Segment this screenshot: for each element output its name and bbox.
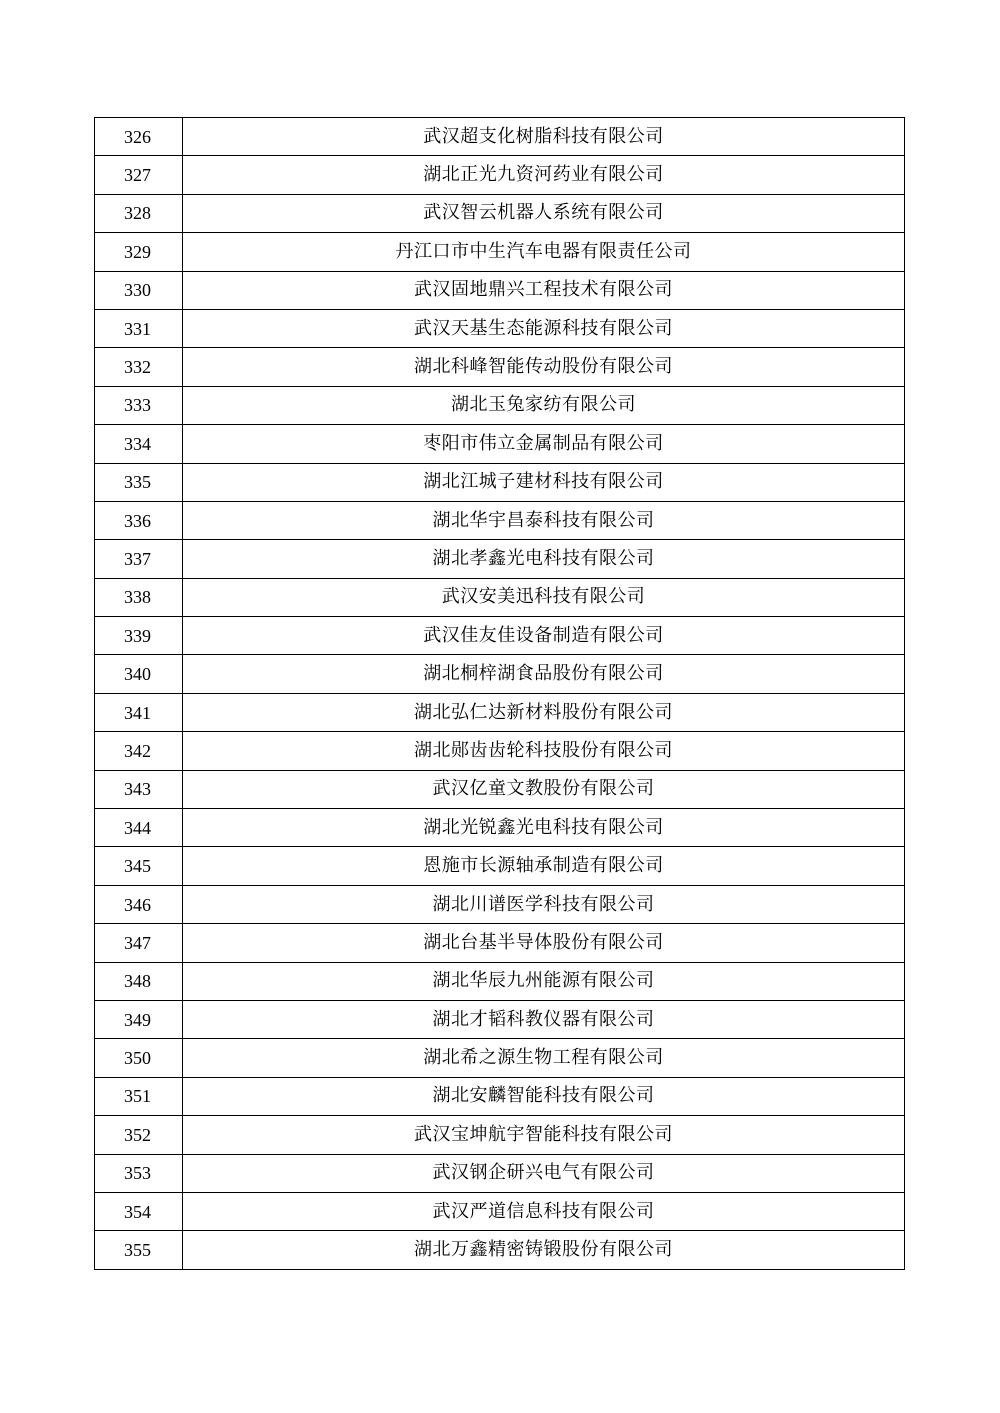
table-row	[95, 617, 905, 655]
table-body	[95, 118, 905, 1270]
table-row	[95, 1077, 905, 1115]
company-list-table	[94, 117, 905, 1270]
table-row	[95, 348, 905, 386]
company-name: 湖北科峰智能传动股份有限公司	[183, 348, 905, 386]
row-number: 341	[95, 693, 183, 731]
table-row	[95, 770, 905, 808]
company-name: 武汉钢企研兴电气有限公司	[183, 1154, 905, 1192]
company-name: 湖北华辰九州能源有限公司	[183, 962, 905, 1000]
table-row	[95, 578, 905, 616]
row-number: 343	[95, 770, 183, 808]
table-row	[95, 885, 905, 923]
table-row	[95, 732, 905, 770]
company-name: 湖北弘仁达新材料股份有限公司	[183, 693, 905, 731]
row-number: 335	[95, 463, 183, 501]
company-name: 湖北台基半导体股份有限公司	[183, 924, 905, 962]
row-number: 349	[95, 1000, 183, 1038]
company-name: 湖北光锐鑫光电科技有限公司	[183, 809, 905, 847]
row-number: 328	[95, 194, 183, 232]
table-row	[95, 1116, 905, 1154]
table-row	[95, 233, 905, 271]
table-row	[95, 540, 905, 578]
row-number: 350	[95, 1039, 183, 1077]
table-row	[95, 156, 905, 194]
row-number: 351	[95, 1077, 183, 1115]
table-row	[95, 962, 905, 1000]
table-row	[95, 809, 905, 847]
row-number: 342	[95, 732, 183, 770]
company-name: 湖北川谱医学科技有限公司	[183, 885, 905, 923]
company-name: 湖北江城子建材科技有限公司	[183, 463, 905, 501]
table-row	[95, 194, 905, 232]
row-number: 334	[95, 425, 183, 463]
company-name: 湖北才韬科教仪器有限公司	[183, 1000, 905, 1038]
company-name: 武汉宝坤航宇智能科技有限公司	[183, 1116, 905, 1154]
company-name: 湖北万鑫精密铸锻股份有限公司	[183, 1231, 905, 1269]
table-row	[95, 693, 905, 731]
company-name: 湖北玉兔家纺有限公司	[183, 386, 905, 424]
company-name: 武汉天基生态能源科技有限公司	[183, 309, 905, 347]
row-number: 330	[95, 271, 183, 309]
row-number: 345	[95, 847, 183, 885]
row-number: 332	[95, 348, 183, 386]
row-number: 353	[95, 1154, 183, 1192]
table-row	[95, 847, 905, 885]
company-name: 湖北安麟智能科技有限公司	[183, 1077, 905, 1115]
row-number: 339	[95, 617, 183, 655]
row-number: 337	[95, 540, 183, 578]
row-number: 338	[95, 578, 183, 616]
table-row	[95, 655, 905, 693]
row-number: 336	[95, 501, 183, 539]
company-name: 武汉智云机器人系统有限公司	[183, 194, 905, 232]
row-number: 354	[95, 1192, 183, 1230]
table-row	[95, 501, 905, 539]
company-name: 武汉超支化树脂科技有限公司	[183, 118, 905, 156]
table-row	[95, 1231, 905, 1269]
company-name: 武汉固地鼎兴工程技术有限公司	[183, 271, 905, 309]
table-row	[95, 386, 905, 424]
company-name: 丹江口市中生汽车电器有限责任公司	[183, 233, 905, 271]
company-name: 湖北桐梓湖食品股份有限公司	[183, 655, 905, 693]
row-number: 333	[95, 386, 183, 424]
table-row	[95, 1192, 905, 1230]
row-number: 344	[95, 809, 183, 847]
company-name: 湖北郧齿齿轮科技股份有限公司	[183, 732, 905, 770]
table-row	[95, 1154, 905, 1192]
company-name: 湖北希之源生物工程有限公司	[183, 1039, 905, 1077]
company-name: 枣阳市伟立金属制品有限公司	[183, 425, 905, 463]
row-number: 327	[95, 156, 183, 194]
company-name: 武汉佳友佳设备制造有限公司	[183, 617, 905, 655]
table-row	[95, 1000, 905, 1038]
table-row	[95, 118, 905, 156]
company-name: 武汉严道信息科技有限公司	[183, 1192, 905, 1230]
table-row	[95, 425, 905, 463]
company-name: 湖北正光九资河药业有限公司	[183, 156, 905, 194]
company-name: 恩施市长源轴承制造有限公司	[183, 847, 905, 885]
company-name: 武汉安美迅科技有限公司	[183, 578, 905, 616]
row-number: 347	[95, 924, 183, 962]
row-number: 355	[95, 1231, 183, 1269]
company-name: 湖北华宇昌泰科技有限公司	[183, 501, 905, 539]
row-number: 352	[95, 1116, 183, 1154]
row-number: 326	[95, 118, 183, 156]
table-row	[95, 1039, 905, 1077]
table-row	[95, 924, 905, 962]
row-number: 329	[95, 233, 183, 271]
table-row	[95, 309, 905, 347]
company-name: 武汉亿童文教股份有限公司	[183, 770, 905, 808]
row-number: 348	[95, 962, 183, 1000]
company-name: 湖北孝鑫光电科技有限公司	[183, 540, 905, 578]
row-number: 331	[95, 309, 183, 347]
table-row	[95, 271, 905, 309]
row-number: 340	[95, 655, 183, 693]
table-row	[95, 463, 905, 501]
row-number: 346	[95, 885, 183, 923]
